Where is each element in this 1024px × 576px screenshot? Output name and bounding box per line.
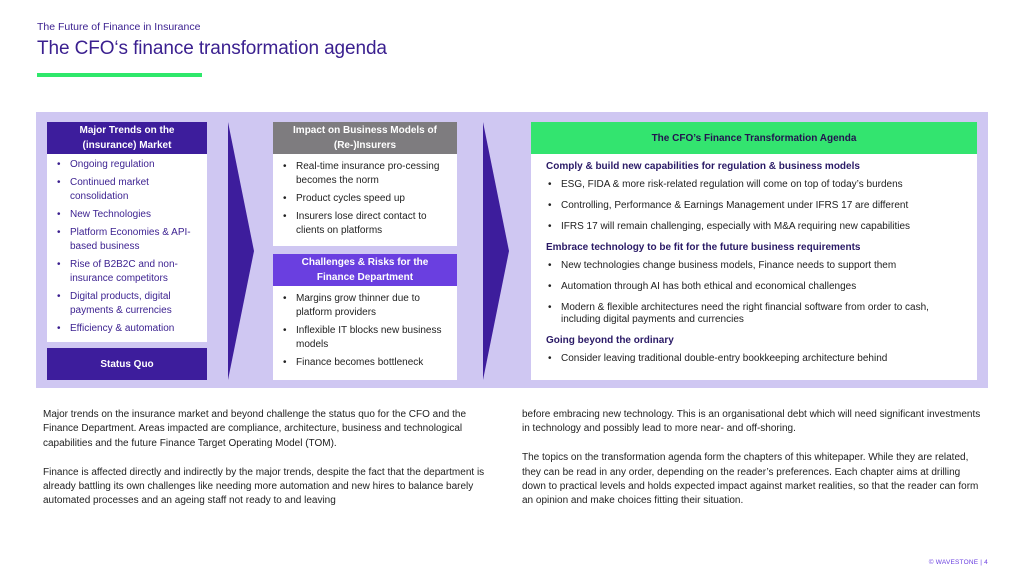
impact-box [273,154,457,246]
agenda-list-regulation [546,179,962,233]
document-subtitle: The Future of Finance in Insurance [37,21,201,33]
list-item: • Insurers lose direct contact to clients on platforms [279,210,451,238]
list-item: • ESG, FIDA & more risk-related regulation will come on top of today’s burdens [546,179,962,191]
status-quo-box [47,348,207,380]
agenda-list-technology [546,260,962,326]
list-item: • Modern & flexible architectures need the right financial software from order to cash, including digital payments and currencies [546,302,962,326]
challenges-header-text: Challenges & Risks for the Finance Department [301,257,429,283]
list-item: • New Technologies [53,208,201,222]
flow-arrow-1 [228,122,254,380]
challenges-list [279,292,451,370]
trends-list [53,158,201,336]
impact-header-text: Impact on Business Models of (Re-)Insurers [293,125,437,151]
agenda-header-text: The CFO’s Finance Transformation Agenda [651,132,857,144]
list-item: • Digital products, digital payments & currencies [53,290,201,318]
list-item: • Product cycles speed up [279,192,451,206]
list-item: • Rise of B2B2C and non-insurance competitors [53,258,201,286]
list-item: • Continued market consolidation [53,176,201,204]
agenda-section-heading: Going beyond the ordinary [546,335,674,346]
trends-box [47,154,207,342]
impact-header [273,122,457,154]
list-item: • Controlling, Performance & Earnings Management under IFRS 17 are different [546,200,962,212]
agenda-box [531,154,977,380]
page-title: The CFO‘s finance transformation agenda [37,38,387,59]
impact-list [279,160,451,238]
list-item: • Ongoing regulation [53,158,201,172]
list-item: • Consider leaving traditional double-entry bookkeeping architecture behind [546,353,962,365]
paragraph: before embracing new technology. This is an organisational debt which will need significant investments in technology and possibly lead to more near- and off-shoring. [522,409,981,435]
list-item: • Platform Economies & API-based business [53,226,201,254]
list-item: • IFRS 17 will remain challenging, especially with M&A requiring new capabilities [546,221,962,233]
agenda-list-beyond [546,353,962,365]
paragraph: The topics on the transformation agenda form the chapters of this whitepaper. While they are related, they can be read in any order, depending on the reader’s preferences. Each chapter aims at drilling down to practical levels and holds expected impact against market realities, so that the reader can form an opinion and make choices fitting their situation. [522,452,979,507]
paragraph: Major trends on the insurance market and beyond challenge the status quo for the CFO and the Finance Department. Areas impacted are compliance, architecture, business and technological capabilities and the future Finance Target Operating Model (TOM). [43,409,467,449]
trends-header [47,122,207,154]
footer-brand: © WAVESTONE | 4 [928,559,988,566]
list-item: • Efficiency & automation [53,322,201,336]
body-text-left [43,408,503,523]
list-item: • Real-time insurance pro-cessing becomes the norm [279,160,451,188]
list-item: • New technologies change business models, Finance needs to support them [546,260,962,272]
agenda-section-heading: Embrace technology to be fit for the future business requirements [546,242,861,253]
list-item: • Inflexible IT blocks new business models [279,324,451,352]
flow-arrow-2 [483,122,509,380]
list-item: • Automation through AI has both ethical and economical challenges [546,281,962,293]
trends-header-text: Major Trends on the (insurance) Market [79,125,175,151]
agenda-header [531,122,977,154]
paragraph: Finance is affected directly and indirectly by the major trends, despite the fact that the department is already battling its own challenges like needing more automation and new hires to balance barely automated processes and an ageing staff not ready to and leaving [43,466,485,507]
challenges-box [273,286,457,380]
challenges-header [273,254,457,286]
agenda-section-heading: Comply & build new capabilities for regulation & business models [546,161,860,172]
list-item: • Finance becomes bottleneck [279,356,451,370]
chevron-arrow-icon [228,122,254,380]
body-text-right [522,408,982,523]
chevron-arrow-icon [483,122,509,380]
list-item: • Margins grow thinner due to platform providers [279,292,451,320]
title-underline [37,73,202,77]
status-quo-label: Status Quo [100,358,154,370]
